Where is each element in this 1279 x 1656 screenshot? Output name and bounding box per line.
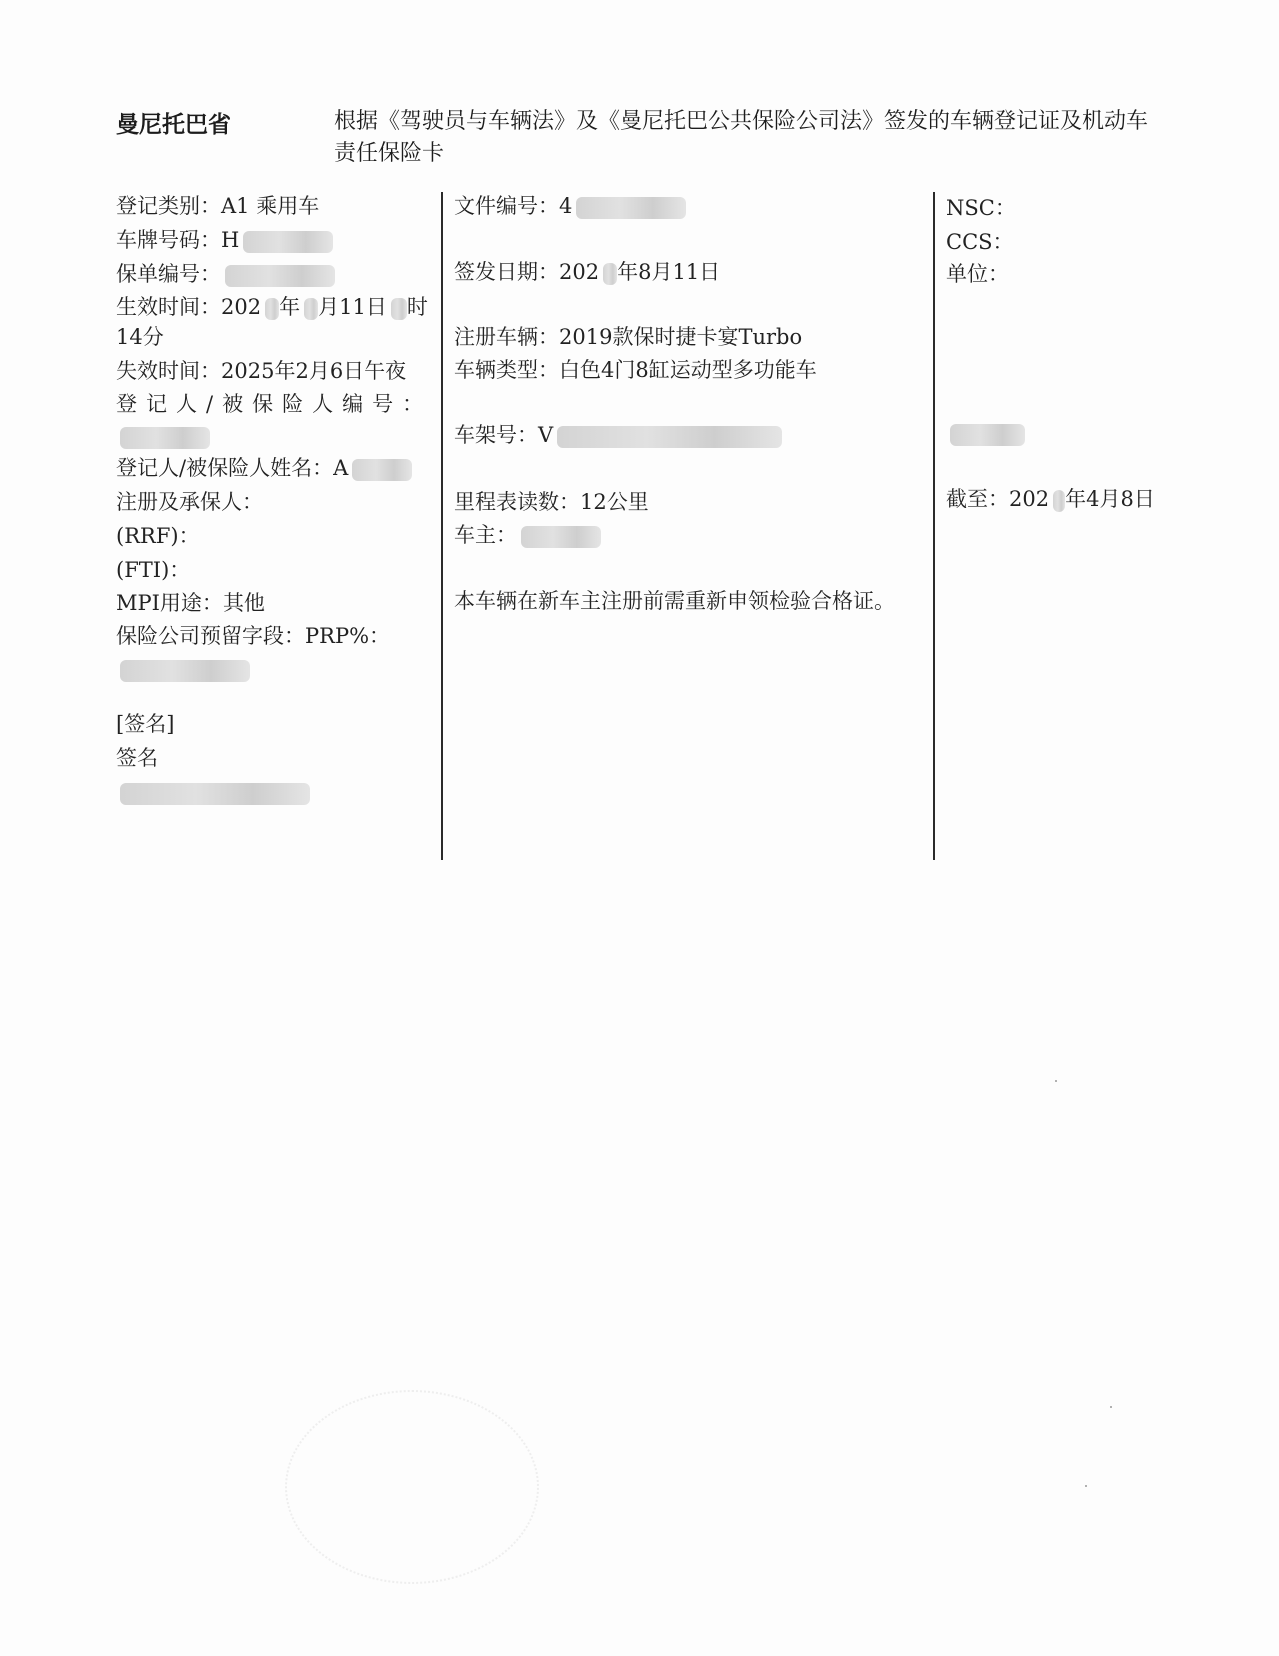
expiry-year: 2025 (221, 359, 275, 383)
odometer-label: 里程表读数： (454, 490, 580, 514)
owner-row (454, 521, 601, 549)
registrant-number-value-row (116, 422, 210, 450)
signature-bracket: [签名] (116, 712, 175, 736)
issue-date-label: 签发日期： (454, 260, 559, 284)
expiry-date: 年2月6日午夜 (274, 359, 407, 383)
signature-value-row (116, 778, 310, 806)
redacted-prp (120, 660, 250, 682)
reserved-field-label: 保险公司预留字段：PRP%： (116, 624, 391, 648)
effective-minute-row (116, 323, 164, 351)
ccs-label: CCS： (946, 230, 1014, 254)
redacted-registrant-name (352, 459, 412, 481)
vin-label: 车架号： (454, 423, 538, 447)
vin-row (454, 421, 782, 449)
mpi-use-label: MPI用途： (116, 591, 223, 615)
vin-value: V (538, 423, 554, 447)
redacted-policy (225, 265, 335, 287)
column-divider-right (933, 192, 935, 860)
scan-speck (1055, 1080, 1057, 1082)
vehicle-type-value: 白色4门8缸运动型多功能车 (559, 358, 817, 382)
issue-date: 年8月11日 (617, 260, 721, 284)
odometer-value: 12公里 (580, 490, 649, 514)
registered-vehicle-row (454, 323, 802, 351)
effective-year-unit: 年 (279, 295, 301, 319)
registrant-number-row (116, 390, 432, 418)
valid-until-label: 截至： (946, 487, 1009, 511)
nsc-label: NSC： (946, 196, 1016, 220)
rrf-label: (RRF)： (116, 524, 200, 548)
redacted-plate (243, 231, 333, 253)
owner-label: 车主： (454, 523, 517, 547)
redacted-until-year (1053, 490, 1065, 512)
unit-label: 单位： (946, 262, 1009, 286)
province-name: 曼尼托巴省 (116, 111, 231, 138)
issue-date-row (454, 258, 720, 286)
document-number-row (454, 192, 686, 220)
scan-speck (1085, 1485, 1087, 1487)
signature-bracket-row (116, 710, 174, 738)
rrf-row (116, 522, 200, 550)
policy-number-row (116, 260, 335, 288)
signature-row (116, 744, 158, 772)
unit-row (946, 260, 1009, 288)
registration-category-label: 登记类别： (116, 194, 221, 218)
valid-until-row (946, 485, 1155, 513)
nsc-row (946, 194, 1016, 222)
registrant-name-value: A (333, 456, 349, 480)
plate-number-value: H (221, 228, 240, 252)
valid-until-date: 年4月8日 (1065, 487, 1155, 511)
effective-hour-unit: 时 (406, 295, 428, 319)
inspection-note: 本车辆在新车主注册前需重新申领检验合格证。 (454, 589, 895, 613)
effective-day: 月11日 (318, 295, 387, 319)
column-divider-left (441, 192, 443, 860)
plate-number-row (116, 226, 333, 254)
effective-minute: 14分 (116, 325, 164, 349)
registered-vehicle-value: 2019款保时捷卡宴Turbo (559, 325, 803, 349)
odometer-row (454, 488, 649, 516)
vehicle-type-row (454, 356, 817, 384)
vehicle-type-label: 车辆类型： (454, 358, 559, 382)
registrant-number-label: 登记人/被保险人编号： (116, 392, 433, 416)
redacted-signature (120, 783, 310, 805)
redacted-month (304, 298, 318, 320)
effective-time-row (116, 293, 428, 321)
document-number-label: 文件编号： (454, 194, 559, 218)
underwriter-label: 注册及承保人： (116, 490, 263, 514)
valid-until-year: 202 (1009, 487, 1050, 511)
ccs-row (946, 228, 1014, 256)
effective-year: 202 (221, 295, 262, 319)
redacted-vin (557, 426, 782, 448)
fti-row (116, 556, 190, 584)
registration-category-value: A1 乘用车 (221, 194, 320, 218)
redacted-hour (391, 298, 407, 320)
unit-value-row (946, 419, 1025, 447)
fti-label: (FTI)： (116, 558, 191, 582)
reserved-field-value-row (116, 655, 250, 683)
policy-number-label: 保单编号： (116, 262, 221, 286)
issue-year: 202 (559, 260, 600, 284)
mpi-use-value: 其他 (222, 591, 265, 615)
document-heading: 根据《驾驶员与车辆法》及《曼尼托巴公共保险公司法》签发的车辆登记证及机动车责任保险卡 (334, 109, 1149, 166)
signature-label: 签名 (116, 746, 158, 770)
redacted-issue-year (603, 263, 617, 285)
scan-speck (1110, 1406, 1112, 1408)
document-number-value: 4 (559, 194, 573, 218)
registration-category-row (116, 192, 319, 220)
expiry-time-row (116, 357, 406, 385)
registrant-name-label: 登记人/被保险人姓名： (116, 456, 334, 480)
registered-vehicle-label: 注册车辆： (454, 325, 559, 349)
plate-number-label: 车牌号码： (116, 228, 221, 252)
registrant-name-row (116, 454, 412, 482)
redacted-owner (521, 526, 601, 548)
mpi-use-row (116, 589, 265, 617)
redacted-unit (950, 424, 1025, 446)
redacted-document-number (576, 197, 686, 219)
reserved-field-row (116, 622, 390, 650)
redacted-registrant-number (120, 427, 210, 449)
redacted-year (265, 298, 279, 320)
underwriter-row (116, 488, 263, 516)
faint-seal-stamp (285, 1390, 539, 1584)
effective-time-label: 生效时间： (116, 295, 221, 319)
expiry-time-label: 失效时间： (116, 359, 221, 383)
